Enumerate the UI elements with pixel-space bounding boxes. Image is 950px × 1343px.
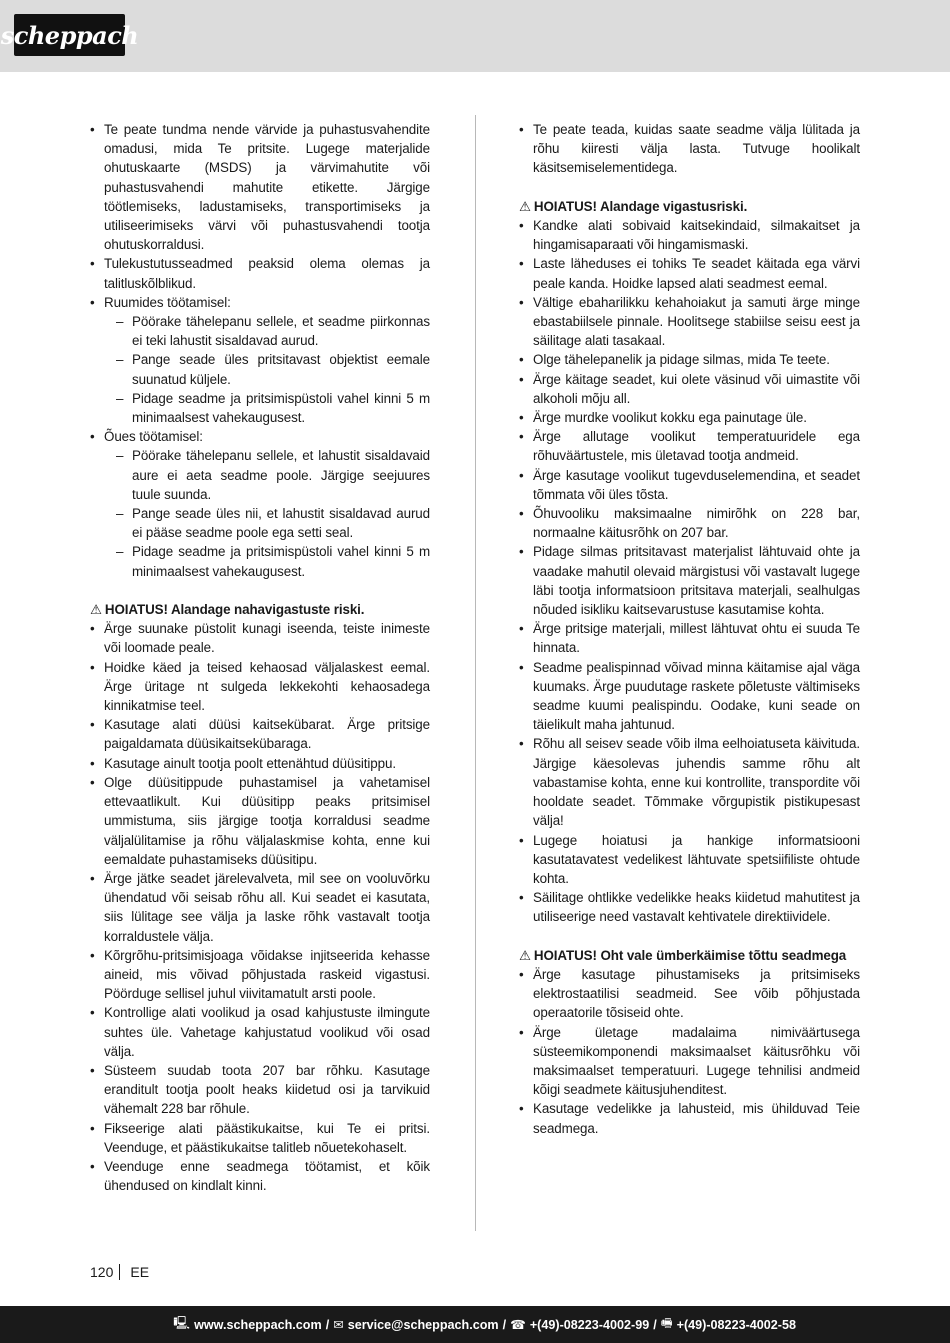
list-item: • Kandke alati sobivaid kaitsekindaid, silmakaitset ja hingamisaparaati või hingamismaski. [519,216,860,254]
list-item: • Ärge kasutage pihustamiseks ja pritsimiseks elektrostaatilisi seadmeid. See võib põhjustada operaatorile tõsiseid ohte. [519,965,860,1023]
page-number-separator [119,1264,120,1280]
list-item: • Kasutage vedelikke ja lahusteid, mis ühilduvad Teie seadmega. [519,1099,860,1137]
list-item [90,293,430,427]
intro-list [519,120,860,178]
skin-warning-list [90,619,430,1195]
list-item: • Kõrgrõhu-pritsimisjoaga võidakse injitseerida kehasse aineid, mis võivad põhjustada raskeid vigastusi. Pöörduge sellisel juhul viivitamatult arsti poole. [90,946,430,1004]
intro-list [90,120,430,581]
indoor-label: Ruumides töötamisel: [104,294,231,310]
list-item: • Ärge käitage seadet, kui olete väsinud või uimastite või alkoholi mõju all. [519,370,860,408]
left-column [90,120,430,1195]
list-item: • Säilitage ohtlikke vedelikke heaks kiidetud mahutitest ja utiliseerige need vastavalt kehtivatele direktiividele. [519,888,860,926]
contact-bar: 🖳 www.scheppach.com / ✉ service@scheppach.com / ☎ +(49)-08223-4002-99 / 🖷 +(49)-08223-4002-58 [0,1306,950,1343]
monitor-icon: 🖳 [173,1316,191,1330]
header-bar [0,0,950,72]
list-item: • Ärge kasutage voolikut tugevduselemendina, et seadet tõmmata või üles tõsta. [519,466,860,504]
warning-heading-skin: ⚠ HOIATUS! Alandage nahavigastuste riski. [90,602,365,618]
list-item: • Olge düüsitippude puhastamisel ja vahetamisel ettevaatlikult. Kui düüsitipp peaks pritsimisel ummistuma, siis järgige tootja korraldusi seadme väljalülitamise ja rõhu väljalaskmise kohta, enne kui eemaldate puhastamiseks düüsitipu. [90,773,430,869]
email-link[interactable]: service@scheppach.com [347,1317,499,1332]
list-item: • Tulekustutusseadmed peaksid olema olemas ja talitluskõlblikud. [90,254,430,292]
injury-warning-list [519,216,860,927]
list-item: • Õhuvooliku maksimaalne nimirõhk on 228 bar, normaalne käitusrõhk on 207 bar. [519,504,860,542]
list-item: • Hoidke käed ja teised kehaosad väljalaskest eemal. Ärge üritage nt sulgeda lekkekohti kehaosadega kinnikatmise teel. [90,658,430,716]
sub-list-item: – Pange seade üles nii, et lahustit sisaldavad aurud ei pääse seadme poole ega setti seal. [116,506,430,541]
list-item: • Ärge jätke seadet järelevalveta, mil see on vooluvõrku ühendatud või seisab rõhu all. Kui seadet ei kasutata, siis lülitage see välja ja laske rõhk vastavalt tootja korraldustele välja. [90,869,430,946]
fax-number: +(49)-08223-4002-58 [676,1317,796,1332]
warning-triangle-icon: ⚠ [90,602,102,618]
language-code: EE [130,1264,150,1280]
sub-list-item: – Pöörake tähelepanu sellele, et seadme piirkonnas ei teki lahustit sisaldavad aurud. [116,314,430,349]
page-number [90,1264,149,1280]
list-item: • Olge tähelepanelik ja pidage silmas, mida Te teete. [519,350,860,369]
phone-number: +(49)-08223-4002-99 [529,1317,650,1332]
right-column [519,120,860,1138]
list-item: • Ärge suunake püstolit kunagi iseenda, teiste inimeste või loomade peale. [90,619,430,657]
brand-logo [0,14,139,56]
brand-logo-text: scheppach [0,20,139,50]
outdoor-label: Õues töötamisel: [104,429,203,445]
warning-triangle-icon: ⚠ [519,947,531,963]
list-item: • Laste läheduses ei tohiks Te seadet käitada ega värvi peale kanda. Hoidke lapsed alati seadmest eemal. [519,254,860,292]
warning-heading-handling: ⚠ HOIATUS! Oht vale ümberkäimise tõttu seadmega [519,947,847,963]
outdoor-sublist [104,446,430,580]
mail-icon: ✉ [333,1318,344,1332]
list-item [90,427,430,581]
sub-list-item: – Pöörake tähelepanu sellele, et lahustit sisaldavaid aure ei aeta seadme poole. Järgige seejuures tuule suunda. [116,448,430,502]
list-item: • Kasutage alati düüsi kaitsekübarat. Ärge pritsige paigaldamata düüsikaitsekübaraga. [90,715,430,753]
list-item: • Seadme pealispinnad võivad minna käitamise ajal väga kuumaks. Ärge puudutage raskete põletuste vältimiseks seadme kuumi pealispindu. Oodake, kuni seade on täielikult maha jahtunud. [519,658,860,735]
sub-list-item: – Pidage seadme ja pritsimispüstoli vahel kinni 5 m minimaalsest vahekaugusest. [116,544,430,579]
list-item: • Pidage silmas pritsitavast materjalist lähtuvaid ohte ja vaadake mahutil olevaid märgistusi või vastavalt lugege läbi tootja informatsioon pritsitava materjali, sealhulgas nõuded isikliku kaitsevarustuse kasutamise kohta. [519,542,860,619]
list-item: • Ärge murdke voolikut kokku ega painutage üle. [519,408,860,427]
list-item: • Fikseerige alati päästikukaitse, kui Te ei pritsi. Veenduge, et päästikukaitse talitleb nõuetekohaselt. [90,1119,430,1157]
warning-triangle-icon: ⚠ [519,198,531,214]
phone-icon: ☎ [510,1318,526,1332]
list-item: • Kontrollige alati voolikud ja osad kahjustuste ilmingute suhtes üle. Vahetage kahjustatud voolikud või osad välja. [90,1003,430,1061]
list-item: • Ärge allutage voolikut temperatuuridele ega rõhuväärtustele, mis ületavad tootja andmeid. [519,427,860,465]
list-item: • Te peate teada, kuidas saate seadme välja lülitada ja rõhu kiiresti välja lasta. Tutvuge hoolikalt käsitsemiselementidega. [519,120,860,178]
fax-icon: 🖷 [660,1316,673,1330]
page-number-value: 120 [90,1264,114,1280]
list-item: • Te peate tundma nende värvide ja puhastusvahendite omadusi, mida Te pritsite. Lugege materjalide ohutuskaarte (MSDS) ja värvimahutite või puhastusvahendi mahutite etikette. Järgige töötlemiseks, ladustamiseks, transportimiseks ja utiliseerimiseks värvi või puhastusvahendi tootja ohutuskorraldusi. [90,120,430,254]
list-item: • Ärge ületage madalaima nimiväärtusega süsteemikomponendi maksimaalset käitusrõhku või maksimaalset temperatuuri. Lugege tehnilisi andmeid kõigi seadmete käitusjuhenditest. [519,1023,860,1100]
indoor-sublist [104,312,430,427]
column-divider [475,115,476,1231]
handling-warning-list [519,965,860,1138]
sub-list-item: – Pidage seadme ja pritsimispüstoli vahel kinni 5 m minimaalsest vahekaugusest. [116,390,430,426]
website-link[interactable]: www.scheppach.com [194,1317,322,1332]
list-item: • Kasutage ainult tootja poolt ettenähtud düüsitippu. [90,754,430,773]
list-item: • Rõhu all seisev seade võib ilma eelhoiatuseta käivituda. Järgige käesolevas juhendis samme rõhu alt vabastamise kohta, enne kui kontrollite, transpordite või hooldate seadet. Tõmmake võrgupistik pistikupesast välja! [519,734,860,830]
warning-heading-injury: ⚠ HOIATUS! Alandage vigastusriski. [519,198,748,214]
list-item: • Lugege hoiatusi ja hankige informatsiooni kasutatavatest vedelikest lähtuvate spetsiifiliste ohtude kohta. [519,831,860,889]
list-item: • Veenduge enne seadmega töötamist, et kõik ühendused on kindlalt kinni. [90,1157,430,1195]
sub-list-item: – Pange seade üles pritsitavast objektist eemale suunatud küljele. [116,352,430,387]
list-item: • Ärge pritsige materjali, millest lähtuvat ohtu ei suuda Te hinnata. [519,619,860,657]
list-item: • Süsteem suudab toota 207 bar rõhku. Kasutage eranditult tootja poolt heaks kiidetud osi ja tarvikuid vähemalt 228 bar rõhule. [90,1061,430,1119]
list-item: • Vältige ebaharilikku kehahoiakut ja samuti ärge minge ebastabiilsele pinnale. Hoolitsege stabiilse seisu eest ja säilitage alati tasakaal. [519,293,860,351]
